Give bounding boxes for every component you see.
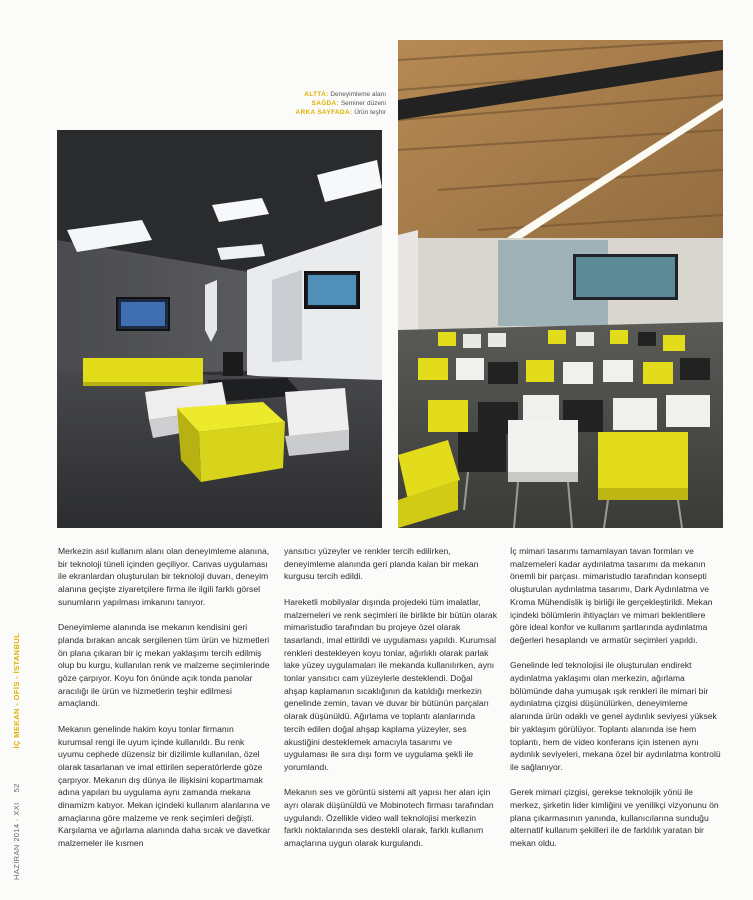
paragraph: Merkezin asıl kullanım alanı olan deneyimleme alanına, bir teknoloji tüneli içinden geçiliyor. Canvas uygulaması ile ekranlardan oluşturulan bir teknoloji duvarı, deneyim alanına geçişte ziyaretçilere firma ile ilgili farklı görsel sunumların yapılması imkanını tanıyor.	[58, 546, 270, 607]
photo-captions	[250, 90, 386, 117]
caption-line: ALTTA: Deneyimleme alanı	[304, 91, 386, 98]
caption-line: ARKA SAYFADA: Ürün teşhir	[295, 109, 386, 116]
photo-experience-area	[57, 130, 382, 528]
paragraph: İç mimari tasarımı tamamlayan tavan formları ve malzemeleri kadar aydınlatma tasarımı da mekanın önemli bir parçası. mimaristudio tarafından konsepti oluşturulan aydınlatma tasarımı, Dark Aydınlatma ve Kroma Mühendislik iş birliği ile gerçekleştirildi. Mekan içindeki bölümlerin ihtiyaçları ve mimari beklentilere göre ideal konfor ve kullanım şartlarında aydınlatma değerleri hesaplandı ve armatür seçimleri yapıldı.	[510, 546, 713, 645]
paragraph: Hareketli mobilyalar dışında projedeki tüm imalatlar, malzemeleri ve renk seçimleri ile birlikte bir bütün olarak mimaristudio tarafından bu projeye özel olarak tasarlandı, imal ettirildi ve uygulaması yapıldı. Kurumsal renkleri destekleyen koyu tonlar, ağırlıklı olarak parlak lake yüzey uygulamaları ile mekanda kullanılırken, aynı tonlar yansıtıcı cam yüzeylerle desteklendi. Doğal ahşap kaplamanın sıcaklığının da katıldığı merkezin genelinde zemin, tavan ve duvar bir bütünün parçaları olarak düşünüldü. Ağırlama ve toplantı alanlarında tercih edilen doğal ahşap kaplama yüzeyler, ses akustiğini desteklemek amacıyla tasarımı ve uygulaması ile sıra dışı form ve uygulama şekli ile yorumlandı.	[284, 596, 498, 772]
paragraph: yansıtıcı yüzeyler ve renkler tercih edilirken, deneyimleme alanında geri planda kalan bir mekan kurgusu tercih edildi.	[284, 546, 479, 582]
text-column-3	[510, 545, 723, 863]
paragraph: Deneyimleme alanında ise mekanın kendisini geri planda bırakan ancak sergilenen tüm ürün ve hizmetleri ön plana çıkaran bir iç mekan yaklaşımı tercih edilmiş olup bu kurgu, kullanılan renk ve malzeme seçimlerinde göze çarpıyor. Koyu fon önünde açık tonda panolar aracılığı ile ürün ve hizmetlerin teşhir edilmesi amaçlandı.	[58, 622, 270, 709]
paragraph: Mekanın ses ve görüntü sistemi alt yapısı her alan için ayrı olarak düşünüldü ve Mobinotech firması tarafından uygulandı. Özellikle video wall teknolojisi merkezin farklı noktalarında ses destekli olarak, farklı kullanım amaçlarına uygun olarak kurgulandı.	[284, 787, 494, 849]
paragraph: Genelinde led teknolojisi ile oluşturulan endirekt aydınlatma yaklaşımı olan merkezin, ağırlama bölümünde daha yumuşak ışık renkleri ile mimari bir aydınlatma çizgisi düşünülürken, deneyimleme alanında ürün odaklı ve genel aydınlık seviyesi yüksek bir yaklaşım görülüyor. Toplantı alanında ise hem toplantı, hem de video konferans için istenen aynı aydınlık seviyeleri, mekana özel bir aydınlatma kontrolü ile sağlanıyor.	[510, 660, 721, 772]
text-column-2	[284, 545, 497, 863]
paragraph: Gerek mimari çizgisi, gerekse teknolojik yönü ile merkez, şirketin lider kimliğini ve yenilikçi vizyonunu ön plana çıkarmasının yanında, kullanıcılarına sunduğu alternatif kullanım şekilleri ile de farklılık yaratan bir mekan oldu.	[510, 787, 719, 849]
side-running-header	[8, 460, 28, 880]
caption-line: SAĞDA: Seminer düzeni	[311, 100, 386, 107]
issue-date: HAZİRAN 2014 · XXI	[12, 802, 21, 880]
page-number: 52	[12, 783, 21, 793]
showroom-illustration	[57, 130, 382, 528]
section-label: İÇ MEKAN - OFİS - İSTANBUL	[12, 632, 21, 749]
seminar-illustration	[398, 40, 723, 528]
photo-seminar-layout	[398, 40, 723, 528]
text-column-1	[58, 545, 271, 863]
paragraph: Mekanın genelinde hakim koyu tonlar firmanın kurumsal rengi ile uyum içinde kullanıldı. Bu renk uyumu cephede düzensiz bir dizilimle kullanılan, özel olarak tasarlanan ve imal ettirilen seperatörlerde göze çarpıyor. Mekanın dış dünya ile ilişkisini kopartmamak adına yapılan bu uygulama aynı zamanda mekana dinamizm katıyor. Mekan içindeki kullanım alanlarına ve amaçlarına göre malzeme ve renk seçimleri değişti. Karşılama ve ağırlama alanında daha sıcak ve davetkar malzemeler ile kısmen	[58, 723, 271, 849]
